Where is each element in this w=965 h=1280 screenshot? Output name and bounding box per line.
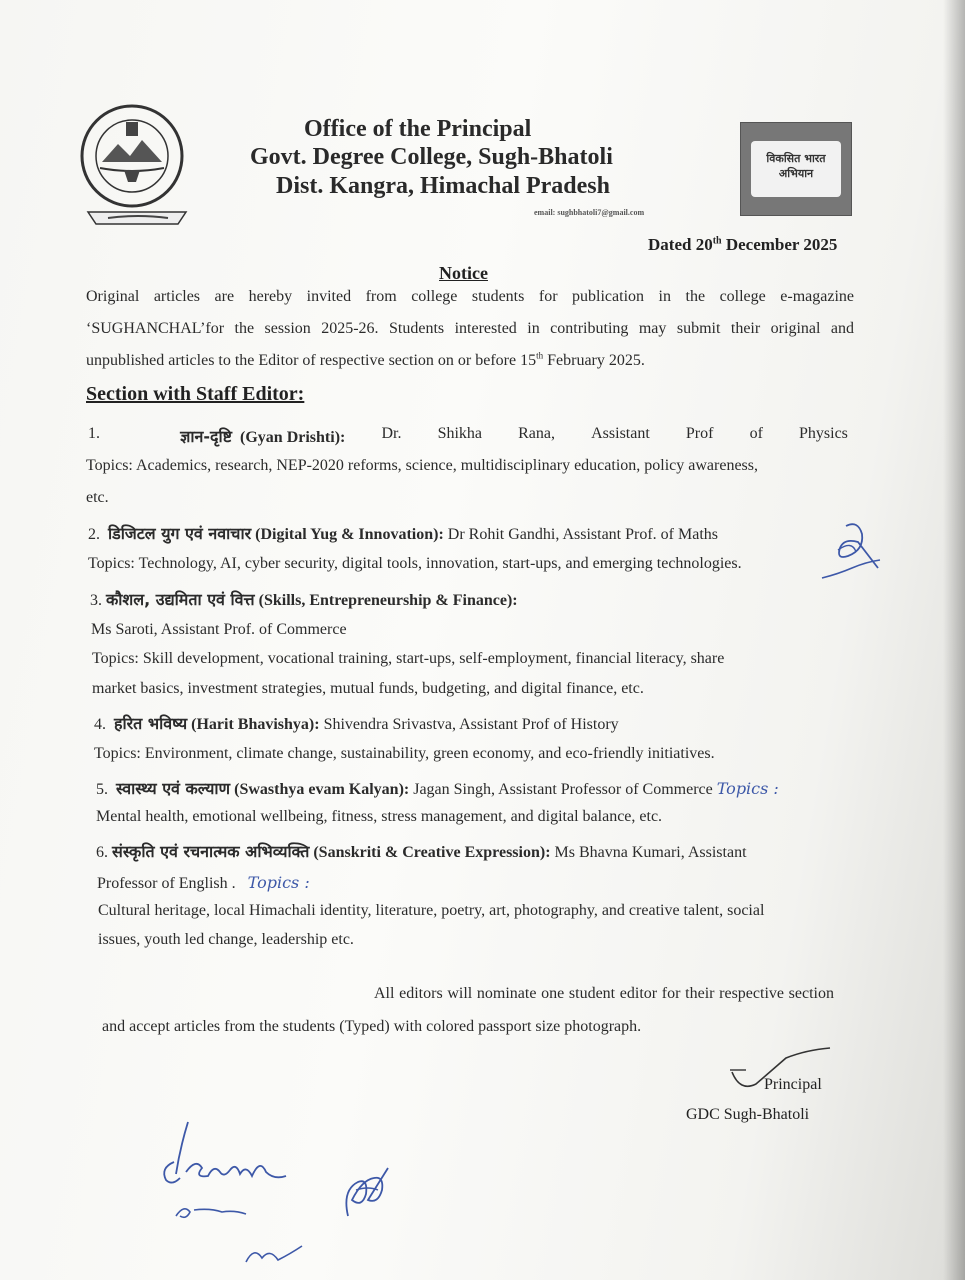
notice-title: Notice <box>439 263 488 283</box>
section-1-name: ज्ञान-दृष्टि (Gyan Drishti): <box>180 427 346 446</box>
section-5-topics: Mental health, emotional wellbeing, fitness, stress management, and digital balance, etc. <box>96 808 663 825</box>
page-edge-shadow <box>943 0 965 1280</box>
section-3-title-row: 3. कौशल, उद्यमिता एवं वित्त (Skills, Entrepreneurship & Finance): <box>90 590 518 609</box>
section-4-topics: Topics: Environment, climate change, sustainability, green economy, and eco-friendly initiatives. <box>94 745 715 762</box>
college-name: Govt. Degree College, Sugh-Bhatoli <box>250 144 613 170</box>
viksit-bharat-logo <box>740 122 852 216</box>
handwritten-initials-section-2 <box>818 520 884 586</box>
college-seal-logo <box>78 100 196 230</box>
section-2-title-row: 2. डिजिटल युग एवं नवाचार (Digital Yug & Innovation): Dr Rohit Gandhi, Assistant Prof. of Maths <box>88 524 718 543</box>
section-3-topics: Topics: Skill development, vocational training, start-ups, self-employment, financial literacy, share <box>92 650 725 667</box>
section-6-editor: Ms Bhavna Kumari, Assistant <box>554 844 747 861</box>
section-6-handwritten-note: Topics : <box>247 873 310 892</box>
section-6-topics-cont: issues, youth led change, leadership etc. <box>98 931 354 948</box>
section-heading: Section with Staff Editor: <box>86 383 305 405</box>
section-2-topics: Topics: Technology, AI, cyber security, digital tools, innovation, start-ups, and emerging technologies. <box>88 555 742 572</box>
section-6-title-row: 6. संस्कृति एवं रचनात्मक अभिव्यक्ति (Sanskriti & Creative Expression): Ms Bhavna Kumari, Assistant <box>96 842 747 861</box>
section-2-editor: Dr Rohit Gandhi, Assistant Prof. of Maths <box>447 526 718 543</box>
viksit-bharat-logo-text: विकसित भारत अभियान <box>766 152 826 180</box>
intro-paragraph: Original articles are hereby invited from college students for publication in the college e-magazine ‘SUGHANCHAL’for the session 2025-26. Students interested in contributing may submit their original and unpublished articles to the Editor of respective section on or before 15th February 2025. <box>86 288 854 369</box>
closing-paragraph: All editors will nominate one student editor for their respective section and accept articles from the students (Typed) with colored passport size photograph. <box>102 985 834 1035</box>
section-5-handwritten-note: Topics : <box>716 779 779 798</box>
section-3-editor: Ms Saroti, Assistant Prof. of Commerce <box>91 621 347 638</box>
college-email: email: sughbhatoli7@gmail.com <box>534 208 645 217</box>
office-title: Office of the Principal <box>304 116 532 142</box>
section-6-topics: Cultural heritage, local Himachali identity, literature, poetry, art, photography, and creative talent, social <box>98 902 765 919</box>
section-6-editor-cont: Professor of English . Topics : <box>97 873 310 892</box>
section-1-topics-cont: etc. <box>86 489 109 506</box>
section-1-topics: Topics: Academics, research, NEP-2020 reforms, science, multidisciplinary education, policy awareness, <box>86 457 758 474</box>
notice-date: Dated 20th December 2025 <box>648 235 838 254</box>
section-5-title-row: 5. स्वास्थ्य एवं कल्याण (Swasthya evam Kalyan): Jagan Singh, Assistant Professor of Commerce Topics : <box>96 779 779 798</box>
college-district: Dist. Kangra, Himachal Pradesh <box>276 173 610 199</box>
section-5-editor: Jagan Singh, Assistant Professor of Commerce <box>413 781 713 798</box>
staff-signatures <box>150 1118 310 1278</box>
section-3-topics-cont: market basics, investment strategies, mutual funds, budgeting, and digital finance, etc. <box>92 680 644 697</box>
signature-college: GDC Sugh-Bhatoli <box>686 1106 810 1123</box>
staff-initials <box>338 1160 398 1230</box>
section-1-title-row: 1. ज्ञान-दृष्टि (Gyan Drishti): Dr. Shikha Rana, Assistant Prof of Physics <box>88 425 848 446</box>
section-4-editor: Shivendra Srivastva, Assistant Prof of History <box>323 716 619 733</box>
section-4-title-row: 4. हरित भविष्य (Harit Bhavishya): Shivendra Srivastva, Assistant Prof of History <box>94 714 619 733</box>
signature-title: Principal <box>764 1076 822 1093</box>
